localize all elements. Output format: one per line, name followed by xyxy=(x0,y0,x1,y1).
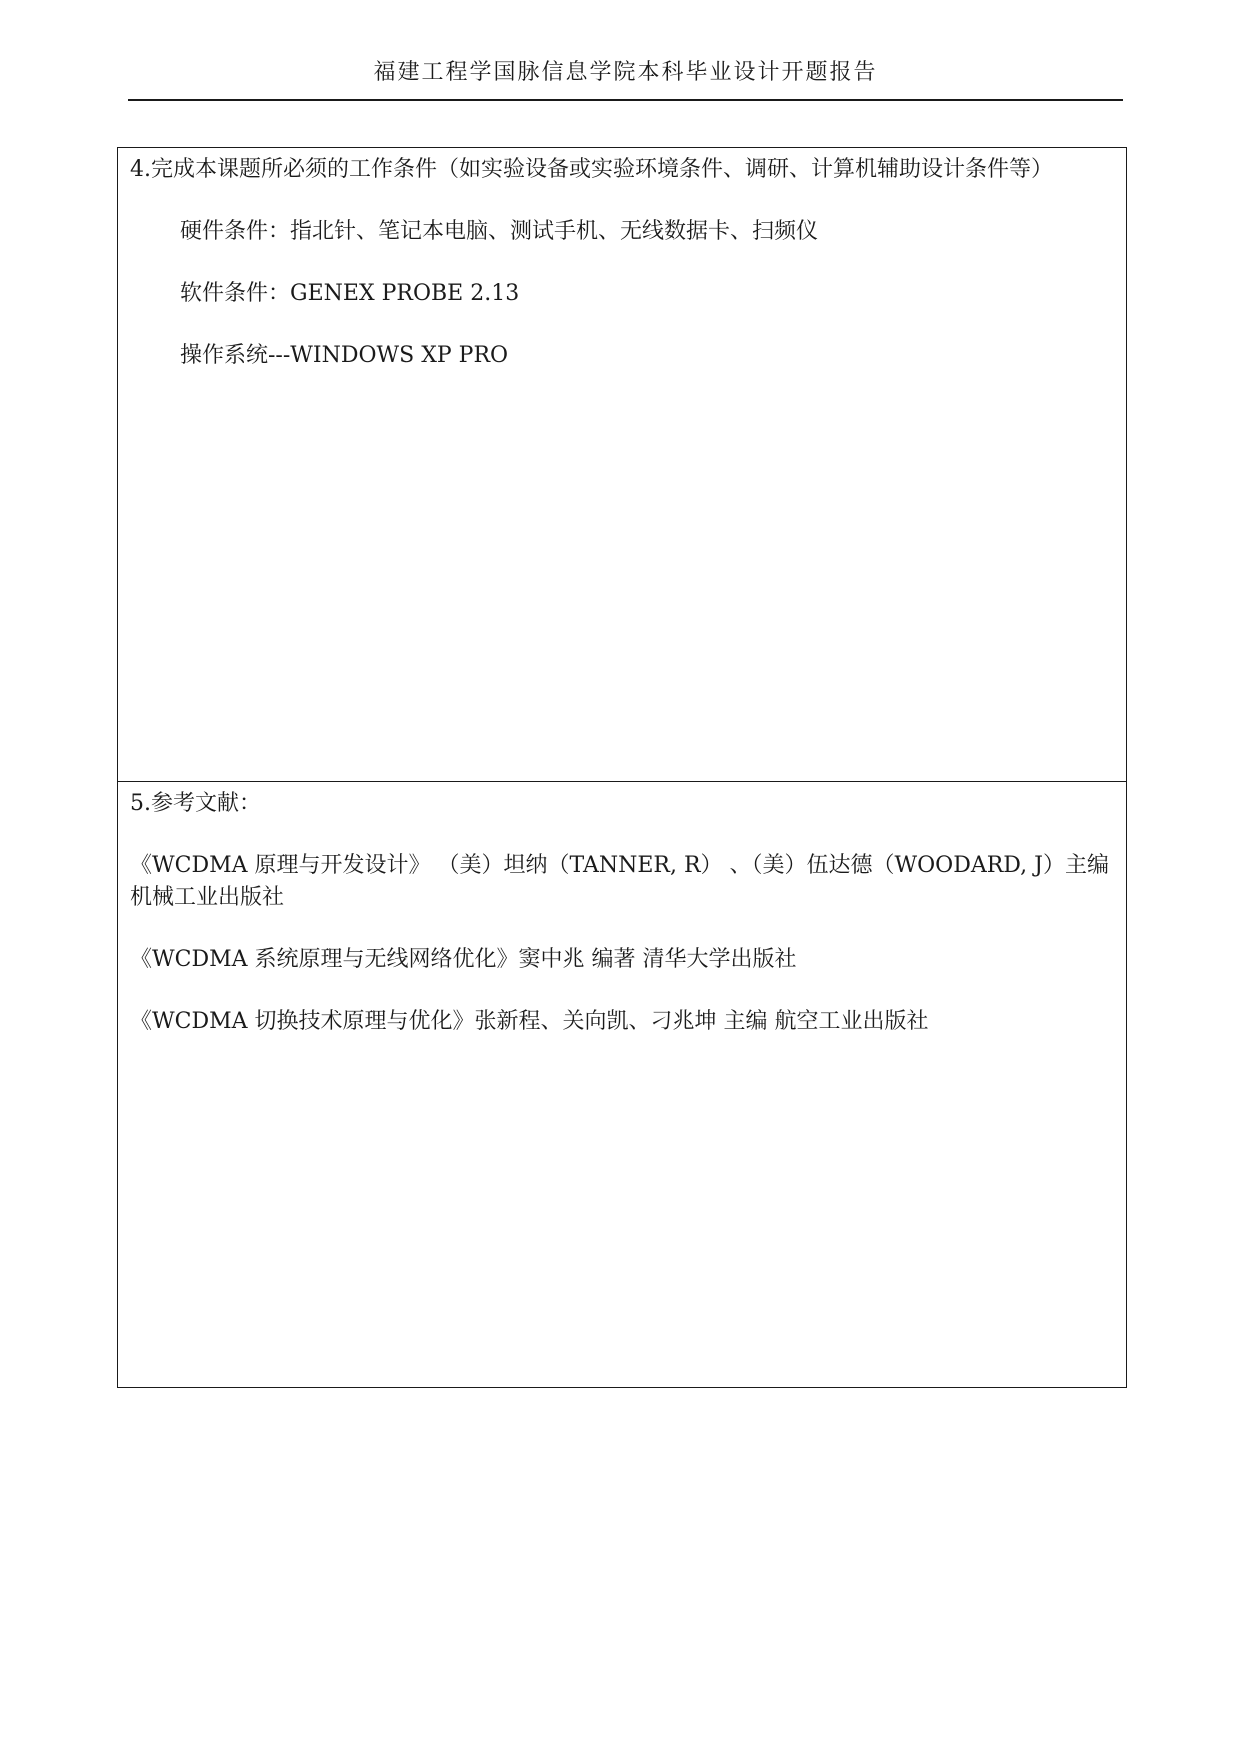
section-references xyxy=(118,782,1126,1387)
hardware-conditions: 硬件条件：指北针、笔记本电脑、测试手机、无线数据卡、扫频仪 xyxy=(180,219,819,244)
operating-system: 操作系统---WINDOWS XP PRO xyxy=(180,343,509,368)
header-divider xyxy=(128,99,1123,101)
page-header-title: 福建工程学国脉信息学院本科毕业设计开题报告 xyxy=(373,60,878,85)
reference-list xyxy=(130,850,1114,1038)
reference-item: 《WCDMA 切换技术原理与优化》张新程、关向凯、刁兆坤 主编 航空工业出版社 xyxy=(130,1009,929,1034)
reference-item: 《WCDMA 原理与开发设计》 （美）坦纳（TANNER, R） 、（美）伍达德（WOODARD, J）主编 机械工业出版社 xyxy=(130,853,1109,910)
section-4-heading: 4.完成本课题所必须的工作条件（如实验设备或实验环境条件、调研、计算机辅助设计条件等） xyxy=(130,157,1053,182)
reference-item: 《WCDMA 系统原理与无线网络优化》窦中兆 编著 清华大学出版社 xyxy=(130,947,797,972)
report-form-table xyxy=(117,147,1127,1388)
section-work-conditions xyxy=(118,148,1126,782)
section-5-heading: 5.参考文献： xyxy=(130,791,261,816)
software-conditions: 软件条件：GENEX PROBE 2.13 xyxy=(180,281,520,306)
